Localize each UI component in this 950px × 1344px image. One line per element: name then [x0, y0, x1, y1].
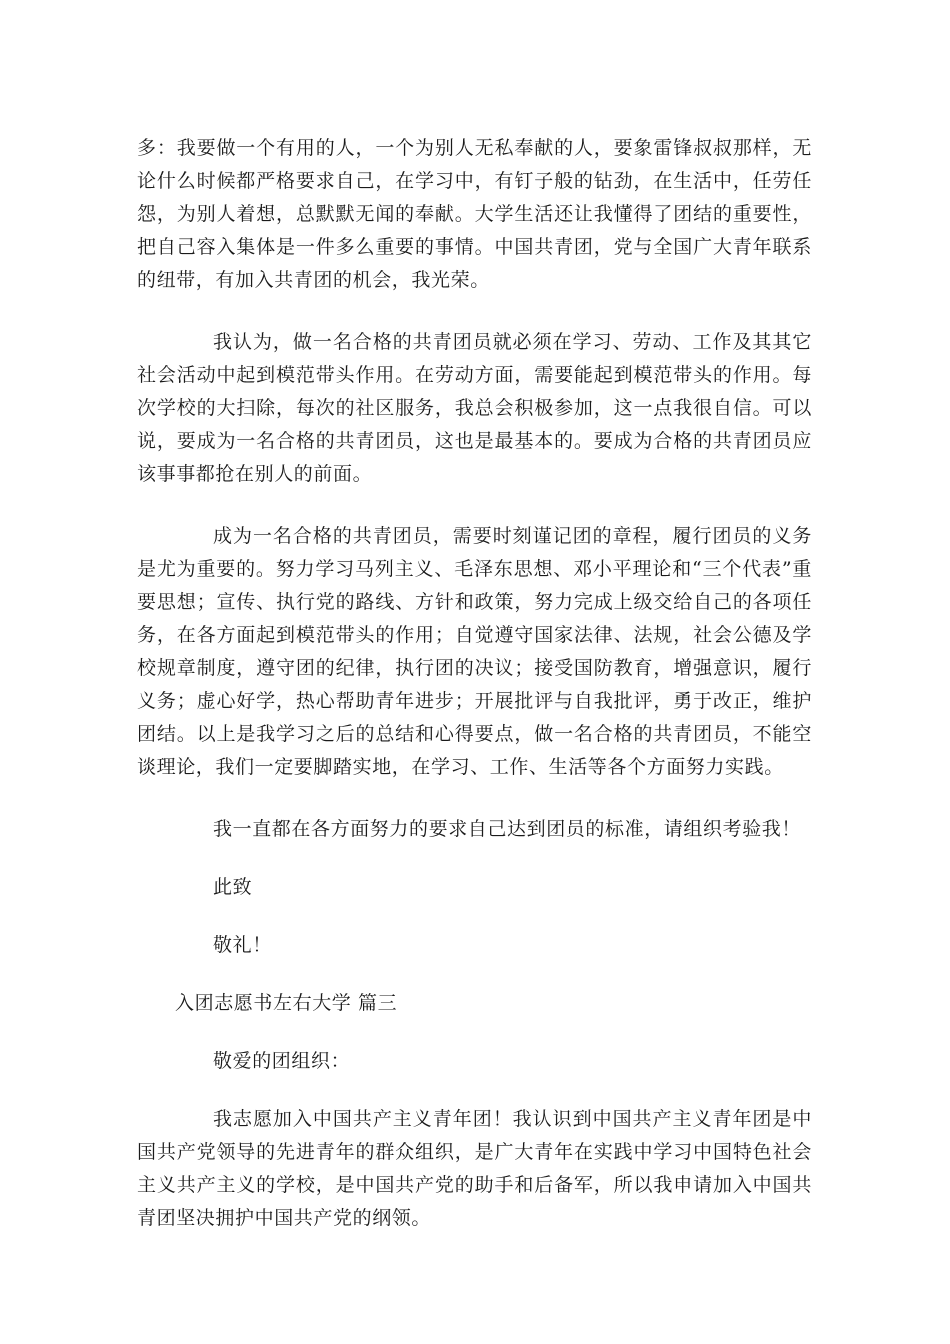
- closing-jingli: 敬礼！: [213, 934, 272, 956]
- paragraph-member-duties: 成为一名合格的共青团员，需要时刻谨记团的章程，履行团员的义务是尤为重要的。努力学习马列主义、毛泽东思想、邓小平理论和“三个代表”重要思想；宣传、执行党的路线、方针和政策，努力完成上级交给自己的各项任务，在各方面起到模范带头的作用；自觉遵守国家法律、法规，社会公德及学校规章制度，遵守团的纪律，执行团的决议；接受国防教育，增强意识，履行义务；虚心好学，热心帮助青年进步；开展批评与自我批评，勇于改正，维护团结。以上是我学习之后的总结和心得要点，做一名合格的共青团员，不能空谈理论，我们一定要脚踏实地，在学习、工作、生活等各个方面努力实践。: [137, 525, 812, 778]
- closing-cizhi: 此致: [213, 876, 253, 898]
- paragraph-application: 我志愿加入中国共产主义青年团！我认识到中国共产主义青年团是中国共产党领导的先进青年的群众组织，是广大青年在实践中学习中国特色社会主义共产主义的学校，是中国共产党的助手和后备军，所以我申请加入中国共青团坚决拥护中国共产党的纲领。: [137, 1108, 812, 1229]
- salutation: 敬爱的团组织：: [213, 1050, 351, 1072]
- section-title: 入团志愿书左右大学 篇三: [175, 992, 398, 1014]
- paragraph-labor-role: 我认为，做一名合格的共青团员就必须在学习、劳动、工作及其其它社会活动中起到模范带头作用。在劳动方面，需要能起到模范带头的作用。每次学校的大扫除，每次的社区服务，我总会积极参加，这一点我很自信。可以说，要成为一名合格的共青团员，这也是最基本的。要成为合格的共青团员应该事事都抢在别人的前面。: [137, 331, 812, 485]
- document-body: [137, 132, 812, 1264]
- paragraph-continuation: 多：我要做一个有用的人，一个为别人无私奉献的人，要象雷锋叔叔那样，无论什么时候都严格要求自己，在学习中，有钉子般的钻劲，在生活中，任劳任怨，为别人着想，总默默无闻的奉献。大学生活还让我懂得了团结的重要性，把自己容入集体是一件多么重要的事情。中国共青团，党与全国广大青年联系的纽带，有加入共青团的机会，我光荣。: [137, 137, 812, 291]
- paragraph-request-test: 我一直都在各方面努力的要求自己达到团员的标准，请组织考验我！: [213, 818, 802, 840]
